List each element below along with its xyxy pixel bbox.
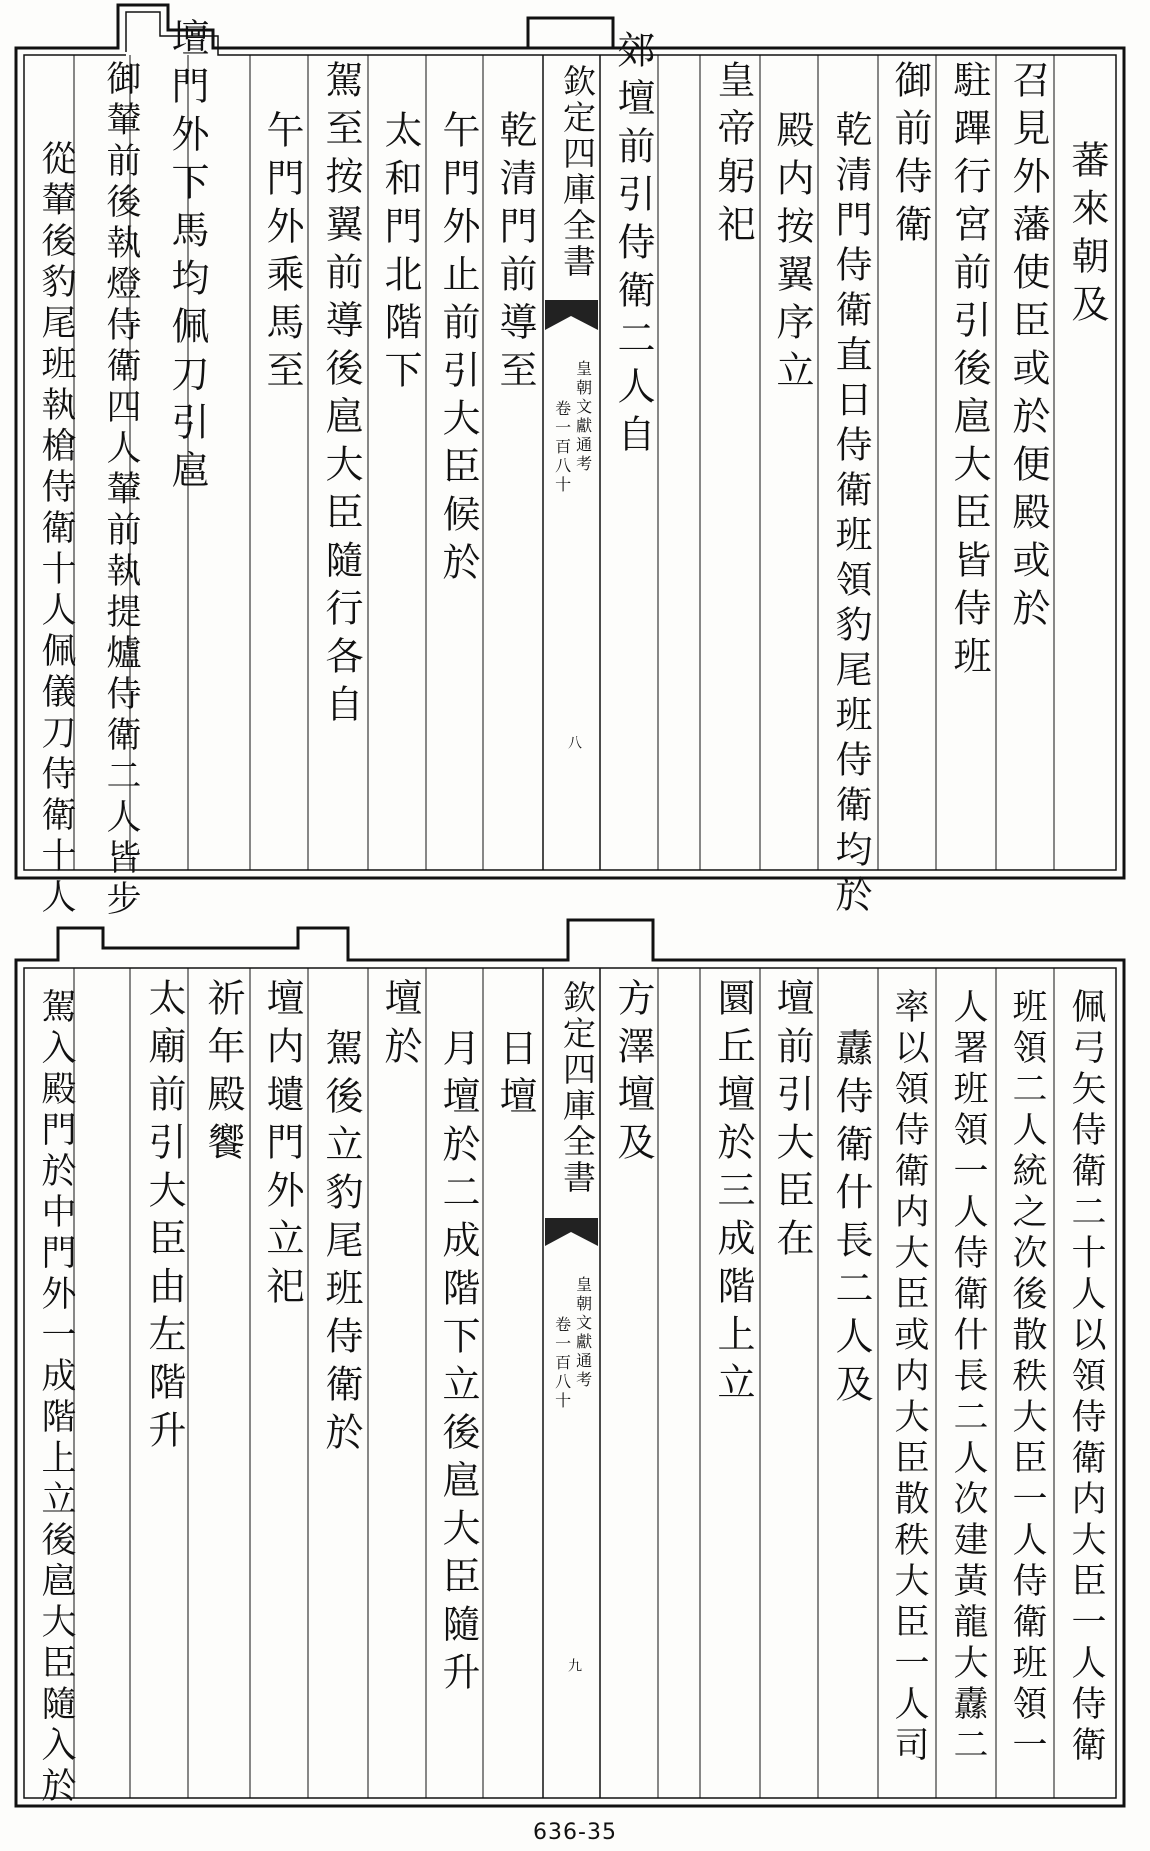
text-column: 方澤壇及 xyxy=(611,978,655,1170)
text-column: 壇前引大臣在 xyxy=(770,978,814,1266)
text-column: 殿内按翼序立 xyxy=(770,110,814,398)
text-column: 纛侍衛什長二人及 xyxy=(829,1028,873,1412)
volume-label: 卷一百八十 xyxy=(552,1316,572,1411)
folio-number: 八 xyxy=(566,735,582,749)
book-title: 欽定四庫全書 xyxy=(558,980,597,1196)
text-column: 率以領侍衛内大臣或内大臣散秩大臣一人司 xyxy=(889,988,929,1767)
text-column: 太和門北階下 xyxy=(378,110,422,398)
top-page xyxy=(8,0,1134,921)
text-column: 召見外藩使臣或於便殿或於 xyxy=(1006,60,1050,636)
text-column: 駕後立豹尾班侍衛於 xyxy=(319,1028,363,1460)
book-subtitle: 皇朝文獻通考 xyxy=(573,360,593,474)
text-column: 壇門外下馬均佩刀引扈 xyxy=(165,18,209,498)
text-column: 佩弓矢侍衛二十人以領侍衛内大臣一人侍衛 xyxy=(1066,988,1106,1767)
text-column: 壇内壝門外立祀 xyxy=(260,978,304,1314)
text-column: 郊壇前引侍衛二人自 xyxy=(611,30,655,462)
text-column: 圜丘壇於三成階上立 xyxy=(711,978,755,1410)
text-column: 御輦前後執燈侍衛四人輦前執提爐侍衛二人皆步 xyxy=(101,60,141,921)
text-column: 午門外乘馬至 xyxy=(260,110,304,398)
text-column: 乾清門侍衛直日侍衛班領豹尾班侍衛均於 xyxy=(829,110,872,920)
text-column: 太廟前引大臣由左階升 xyxy=(142,978,186,1458)
text-column: 壇於 xyxy=(378,978,422,1074)
page-number: 636-35 xyxy=(533,1820,617,1845)
book-title: 欽定四庫全書 xyxy=(558,64,597,280)
book-subtitle: 皇朝文獻通考 xyxy=(573,1276,593,1390)
text-column: 駕至按翼前導後扈大臣隨行各自 xyxy=(319,60,363,732)
volume-label: 卷一百八十 xyxy=(552,400,572,495)
text-column: 駐蹕行宮前引後扈大臣皆侍班 xyxy=(947,60,991,684)
text-column: 月壇於二成階下立後扈大臣隨升 xyxy=(436,1028,480,1700)
bottom-page xyxy=(8,908,1134,1814)
text-column: 午門外止前引大臣候於 xyxy=(436,110,480,590)
text-column: 人署班領一人侍衛什長二人次建黃龍大纛二 xyxy=(948,988,988,1767)
text-column: 日壇 xyxy=(493,1028,537,1124)
text-column: 祈年殿饗 xyxy=(201,978,245,1170)
text-column: 蕃來朝及 xyxy=(1065,140,1109,332)
text-column: 乾清門前導至 xyxy=(493,110,537,398)
text-column: 駕入殿門於中門外一成階上立後扈大臣隨入於 xyxy=(36,988,76,1808)
text-column: 皇帝躬祀 xyxy=(711,60,755,252)
text-column: 從輦後豹尾班執槍侍衛十人佩儀刀侍衛十人 xyxy=(36,140,76,919)
folio-number: 九 xyxy=(566,1658,582,1672)
text-column: 御前侍衛 xyxy=(888,60,932,252)
text-column: 班領二人統之次後散秩大臣一人侍衛班領一 xyxy=(1007,988,1047,1767)
